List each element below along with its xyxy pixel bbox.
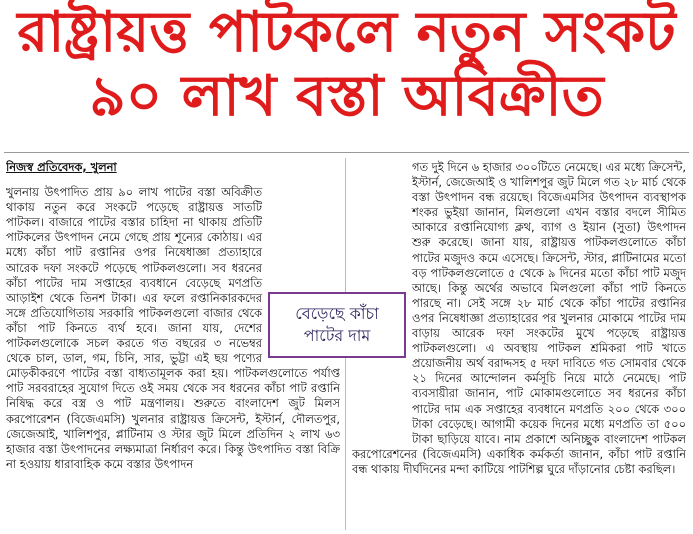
pullquote-box (268, 292, 406, 358)
pullquote-space-right (352, 372, 412, 438)
headline-line-1: রাষ্ট্রায়ত্ত পাটকলে নতুন সংকট (17, 0, 676, 65)
pullquote (268, 292, 406, 358)
headline-line-2: ৯০ লাখ বস্তা অবিক্রীত (89, 64, 604, 129)
byline: নিজস্ব প্রতিবেদক, খুলনা (6, 160, 117, 174)
article-text-left: খুলনায় উৎপাদিত প্রায় ৯০ লাখ পাটের বস্তা অবিক্রীত থাকায় নতুন করে সংকটে পড়েছে রাষ্ট্রায়ত্ত সাতটি পাটকল। বাজারে পাটের বস্তার চাহিদা না থাকায় প্রতিটি পাটকলের উৎপাদন নেমে গেছে প্রায় শূন্যের কোঠায়। এর মধ্যে কাঁচা পাট রপ্তানির ওপর নিষেধাজ্ঞা প্রত্যাহারে আরেক দফা সংকটে পড়েছে পাটকলগুলো। সব ধরনের কাঁচা পাটের দাম সপ্তাহের ব্যবধানে বেড়েছে মণপ্রতি আড়াইশ থেকে তিনশ টাকা। এর ফলে রপ্তানিকারকদের সঙ্গে প্রতিযোগিতায় সরকারি পাটকলগুলো বাজার থেকে কাঁচা পাট কিনতে ব্যর্থ হবে। জানা যায়, দেশের পাটকলগুলোকে সচল করতে গত বছরের ৩ নভেম্বর থেকে চাল, ডাল, গম, চিনি, সার, ভুট্টা এই ছয় পণ্যের মোড়কীকরণে পাটের বস্তা বাধ্যতামূলক করা হয়। পাটকলগুলোতে পর্যাপ্ত পাট সরবরাহের সুযোগ দিতে ওই সময় থেকে সব ধরনের কাঁচা পাট রপ্তানি নিষিদ্ধ করে বস্ত্র ও পাট মন্ত্রণালয়। শুরুতে বাংলাদেশ জুট মিলস করপোরেশন (বিজেএমসি) খুলনার রাষ্ট্রায়ত্ত ক্রিসেন্ট, ইস্টার্ন, দৌলতপুর, জেজেআই, খালিশপুর, প্লাটিনাম ও স্টার জুট মিলে প্রতিদিন ২ লাখ ৬৩ হাজার বস্তা উৎপাদনের লক্ষ্যমাত্রা নির্ধারণ করে। কিন্তু উৎপাদিত বস্তা বিক্রি না হওয়ায় ধারাবাহিক কমে বস্তার উৎপাদন (6, 185, 340, 471)
pullquote-line-1: বেড়েছে কাঁচা (295, 304, 379, 323)
article-text-right: গত দুই দিনে ৬ হাজার ৩০০টিতে নেমেছে। এর মধ্যে ক্রিসেন্ট, ইস্টার্ন, জেজেআই ও খালিশপুর জুট মিলে গত ২৮ মার্চ থেকে বস্তা উৎপাদন বন্ধ রয়েছে। বিজেএমসির উৎপাদন ব্যবস্থাপক শংকর ভুইয়া জানান, মিলগুলো এখন বস্তার বদলে সীমিত আকারে রপ্তানিযোগ্য ক্লথ, ব্যাগ ও ইয়ান (সুতা) উৎপাদন শুরু করেছে। জানা যায়, রাষ্ট্রায়ত্ত পাটকলগুলোতে কাঁচা পাটের মজুদও কমে এসেছে। ক্রিসেন্ট, স্টার, প্লাটিনামের মতো বড় পাটকলগুলোতে ৫ থেকে ৯ দিনের মতো কাঁচা পাট মজুদ আছে। কিন্তু অর্থের অভাবে মিলগুলো কাঁচা পাট কিনতে পারছে না। সেই সঙ্গে ২৮ মার্চ থেকে কাঁচা পাটের রপ্তানির ওপর নিষেধাজ্ঞা প্রত্যাহারের পর খুলনার মোকামে পাটের দাম বাড়ায় আরেক দফা সংকটের মুখে পড়েছে রাষ্ট্রায়ত্ত পাটকলগুলো। এ অবস্থায় পাটকল শ্রমিকরা পাট খাতে প্রয়োজনীয় অর্থ বরাদ্দসহ ৫ দফা দাবিতে গত সোমবার থেকে ২১ দিনের আন্দোলন কর্মসূচি নিয়ে মাঠে নেমেছে। পাট ব্যবসায়ীরা জানান, পাট মোকামগুলোতে সব ধরনের কাঁচা পাটের দাম এক সপ্তাহের ব্যবধানে মণপ্রতি ২০০ থেকে ৩০০ টাকা বেড়েছে। আগামী কয়েক দিনের মধ্যে মণপ্রতি তা ৫০০ টাকা ছাড়িয়ে যাবে। নাম প্রকাশে অনিচ্ছুক বাংলাদেশ পাটকল করপোরেশনের (বিজেএমসি) একাধিক কর্মকর্তা জানান, কাঁচা পাট রপ্তানি বন্ধ থাকায় দীর্ঘদিনের মন্দা কাটিয়ে পাটশিল্প ঘুরে দাঁড়ানোর চেষ্টা করছিল। (352, 160, 686, 476)
pullquote-line-2: পাটের দাম (303, 326, 371, 345)
headline-rule (4, 152, 689, 153)
headline (0, 0, 693, 134)
